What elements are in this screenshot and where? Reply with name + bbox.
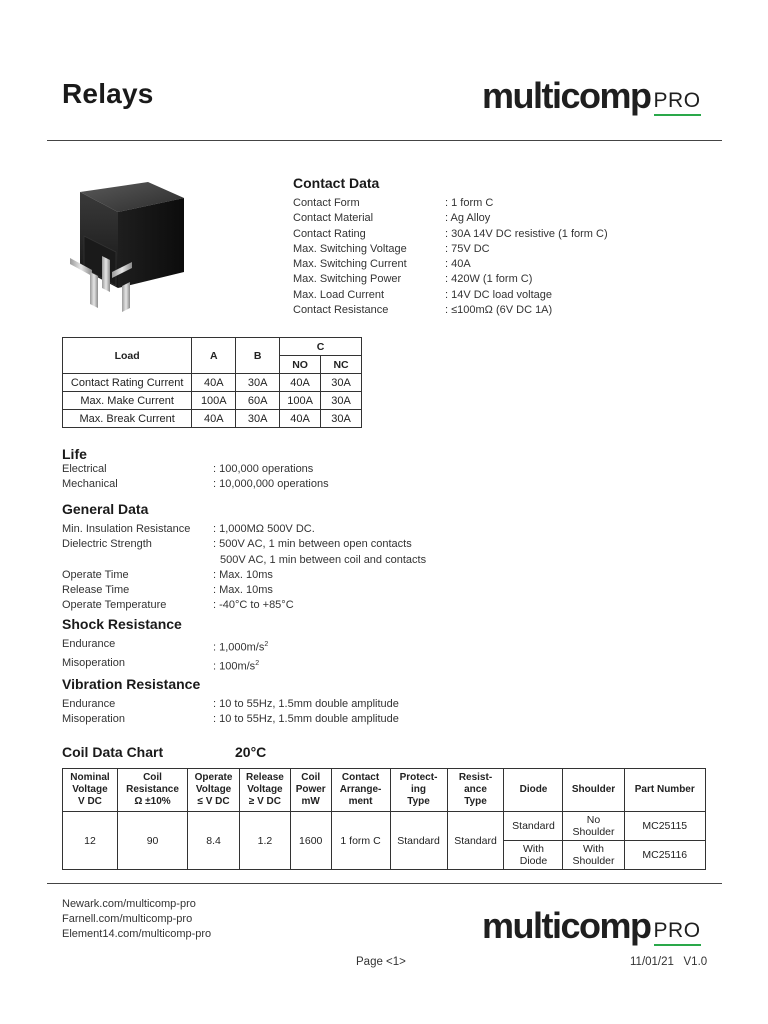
brand-logo	[482, 75, 701, 116]
general-row: Release Time : Max. 10ms	[62, 584, 273, 597]
date-version: 11/01/21 V1.0	[630, 956, 708, 968]
col-protecting-type: Protect- ing Type	[390, 769, 447, 812]
table-row: 12 90 8.4 1.2 1600 1 form C Standard Standard Standard No Shoulder MC25115	[63, 812, 706, 841]
load-table	[62, 337, 362, 428]
shock-resistance-heading: Shock Resistance	[62, 616, 182, 632]
col-resistance-type: Resist- ance Type	[447, 769, 504, 812]
contact-data-row: Max. Load Current : 14V DC load voltage	[293, 288, 553, 301]
col-diode: Diode	[504, 769, 563, 812]
logo-pro-text: PRO	[654, 90, 701, 114]
general-data-heading: General Data	[62, 501, 149, 517]
logo-brand-text: multicomp	[482, 905, 651, 946]
logo-pro-text: PRO	[654, 920, 701, 944]
general-row-continued: 500V AC, 1 min between coil and contacts	[220, 553, 427, 566]
contact-data-row: Contact Material : Ag Alloy	[293, 212, 491, 225]
footer-divider	[47, 883, 722, 884]
general-row: Operate Temperature : -40°C to +85°C	[62, 599, 294, 612]
col-contact-arrangement: Contact Arrange- ment	[331, 769, 390, 812]
vibration-row: Misoperation : 10 to 55Hz, 1.5mm double amplitude	[62, 713, 399, 726]
life-heading: Life	[62, 446, 87, 462]
load-header: Load	[63, 338, 192, 374]
vibration-row: Endurance : 10 to 55Hz, 1.5mm double amplitude	[62, 698, 399, 710]
footer-link-newark[interactable]: Newark.com/multicomp-pro	[62, 898, 196, 910]
table-row: Max. Break Current 40A 30A 40A 30A	[63, 410, 362, 428]
table-row: With Diode With Shoulder MC25116	[63, 841, 706, 870]
col-no-header: NO	[280, 356, 321, 374]
coil-data-heading: Coil Data Chart	[62, 744, 164, 760]
footer-brand-logo	[482, 905, 701, 946]
life-row: Mechanical : 10,000,000 operations	[62, 478, 329, 491]
shock-row: Endurance : $1,000m/s^2$	[62, 638, 269, 654]
col-release-voltage: Release Voltage ≥ V DC	[240, 769, 291, 812]
page-number: Page <1>	[356, 956, 406, 968]
footer-link-element14[interactable]: Element14.com/multicomp-pro	[62, 928, 212, 940]
coil-temperature: 20°C	[235, 744, 267, 760]
life-list	[62, 462, 329, 493]
col-nominal-voltage: Nominal Voltage V DC	[63, 769, 118, 812]
part-number: MC25115	[624, 812, 705, 841]
contact-data-row: Contact Resistance : ≤100mΩ (6V DC 1A)	[293, 304, 553, 317]
col-coil-resistance: Coil Resistance Ω ±10%	[117, 769, 187, 812]
contact-data-row: Contact Form : 1 form C	[293, 197, 494, 209]
col-part-number: Part Number	[624, 769, 705, 812]
vibration-list	[62, 697, 399, 728]
table-row: Contact Rating Current 40A 30A 40A 30A	[63, 374, 362, 392]
contact-data-list	[293, 196, 608, 318]
footer-link-farnell[interactable]: Farnell.com/multicomp-pro	[62, 913, 193, 925]
logo-brand-text: multicomp	[482, 75, 651, 116]
col-coil-power: Coil Power mW	[290, 769, 331, 812]
general-row: Min. Insulation Resistance : 1,000MΩ 500V DC.	[62, 523, 315, 535]
col-operate-voltage: Operate Voltage ≤ V DC	[188, 769, 240, 812]
footer-links	[62, 897, 211, 942]
general-row: Dielectric Strength : 500V AC, 1 min between open contacts	[62, 538, 412, 551]
table-row: Max. Make Current 100A 60A 100A 30A	[63, 392, 362, 410]
coil-data-table	[62, 768, 706, 870]
header-divider	[47, 140, 722, 141]
shock-list	[62, 637, 268, 675]
contact-data-row: Max. Switching Power : 420W (1 form C)	[293, 273, 533, 286]
general-data-list	[62, 522, 426, 614]
col-shoulder: Shoulder	[563, 769, 624, 812]
contact-data-row: Contact Rating : 30A 14V DC resistive (1 form C)	[293, 227, 608, 240]
life-row: Electrical : 100,000 operations	[62, 463, 314, 475]
shock-row: Misoperation : $100m/s^2$	[62, 656, 260, 673]
vibration-resistance-heading: Vibration Resistance	[62, 676, 201, 692]
part-number: MC25116	[624, 841, 705, 870]
contact-data-row: Max. Switching Voltage : 75V DC	[293, 242, 490, 255]
relay-photo	[60, 176, 192, 316]
contact-data-row: Max. Switching Current : 40A	[293, 258, 471, 271]
col-a-header: A	[192, 338, 236, 374]
page-title: Relays	[62, 78, 154, 109]
contact-data-heading: Contact Data	[293, 175, 380, 191]
col-nc-header: NC	[321, 356, 362, 374]
col-c-header: C	[280, 338, 362, 356]
col-b-header: B	[236, 338, 280, 374]
general-row: Operate Time : Max. 10ms	[62, 568, 273, 581]
